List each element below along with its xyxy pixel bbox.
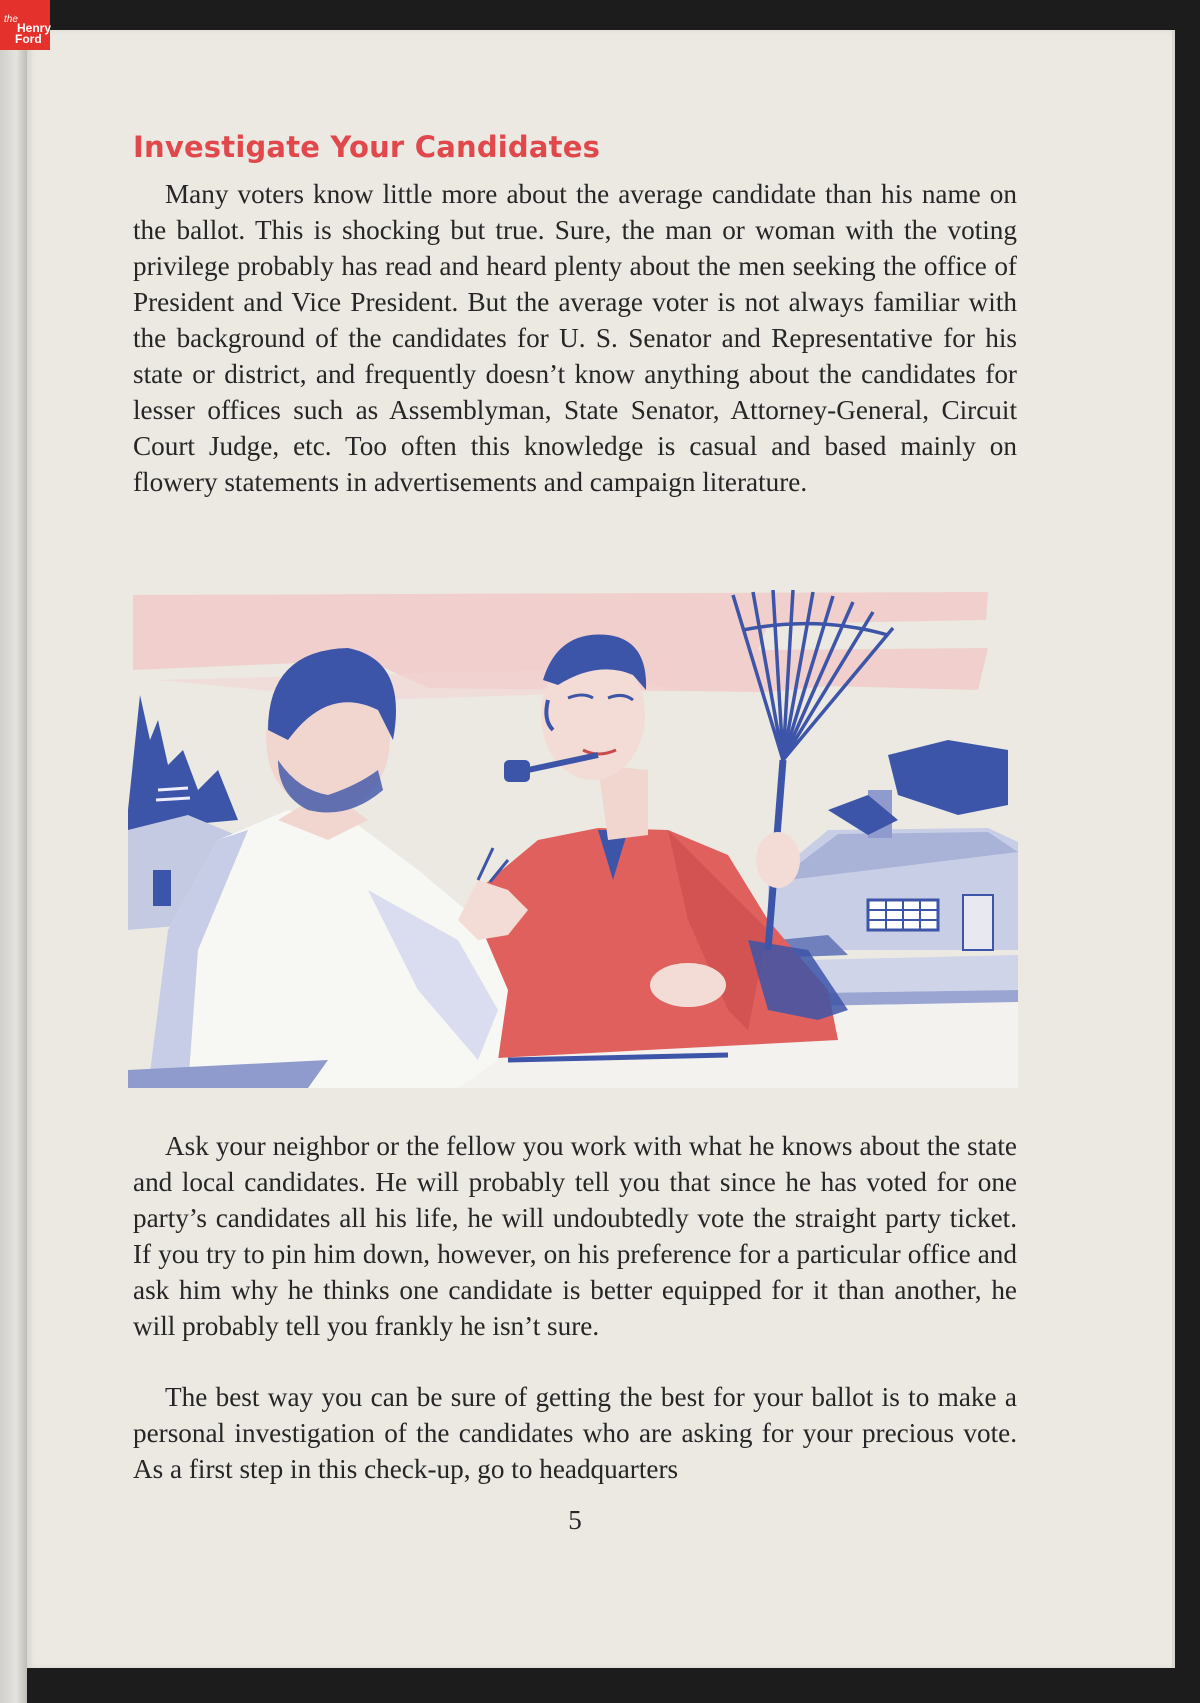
paragraph-2: Ask your neighbor or the fellow you work with what he knows about the state and local candidates. He will probably tell you that since he has voted for one party’s candidates all his life, he will undoubtedly vote the straight party ticket. If you try to pin him down, however, on his preference for a particular office and ask him why he thinks one candidate is better equipped for it than another, he will probably tell you frankly he isn’t sure. [133,1131,1017,1341]
page-edge [1172,30,1175,1668]
paragraph-3: The best way you can be sure of getting the best for your ballot is to make a personal investigation of the candidates who are asking for your precious vote. As a first step in this check-up, go to headquarters [133,1382,1017,1484]
logo-ford: Ford [15,32,42,46]
logo-henry: Henry [17,21,52,35]
henry-ford-logo [0,0,50,50]
book-spine [0,0,27,1703]
neighbors-illustration [128,590,1018,1088]
paragraph-1: Many voters know little more about the average candidate than his name on the ballot. This is shocking but true. Sure, the man or woman with the voting privilege probably has read and heard plenty about the men seeking the office of President and Vice President. But the average voter is not always familiar with the background of the candidates for U. S. Senator and Representative for his state or district, and frequently doesn’t know anything about the candidates for lesser offices such as Assemblyman, State Senator, Attorney-General, Circuit Court Judge, etc. Too often this knowledge is casual and based mainly on flowery statements in advertisements and campaign literature. [133,179,1017,497]
logo-the: the [4,14,18,25]
section-heading: Investigate Your Candidates [133,130,601,164]
page-number: 5 [568,1505,582,1535]
